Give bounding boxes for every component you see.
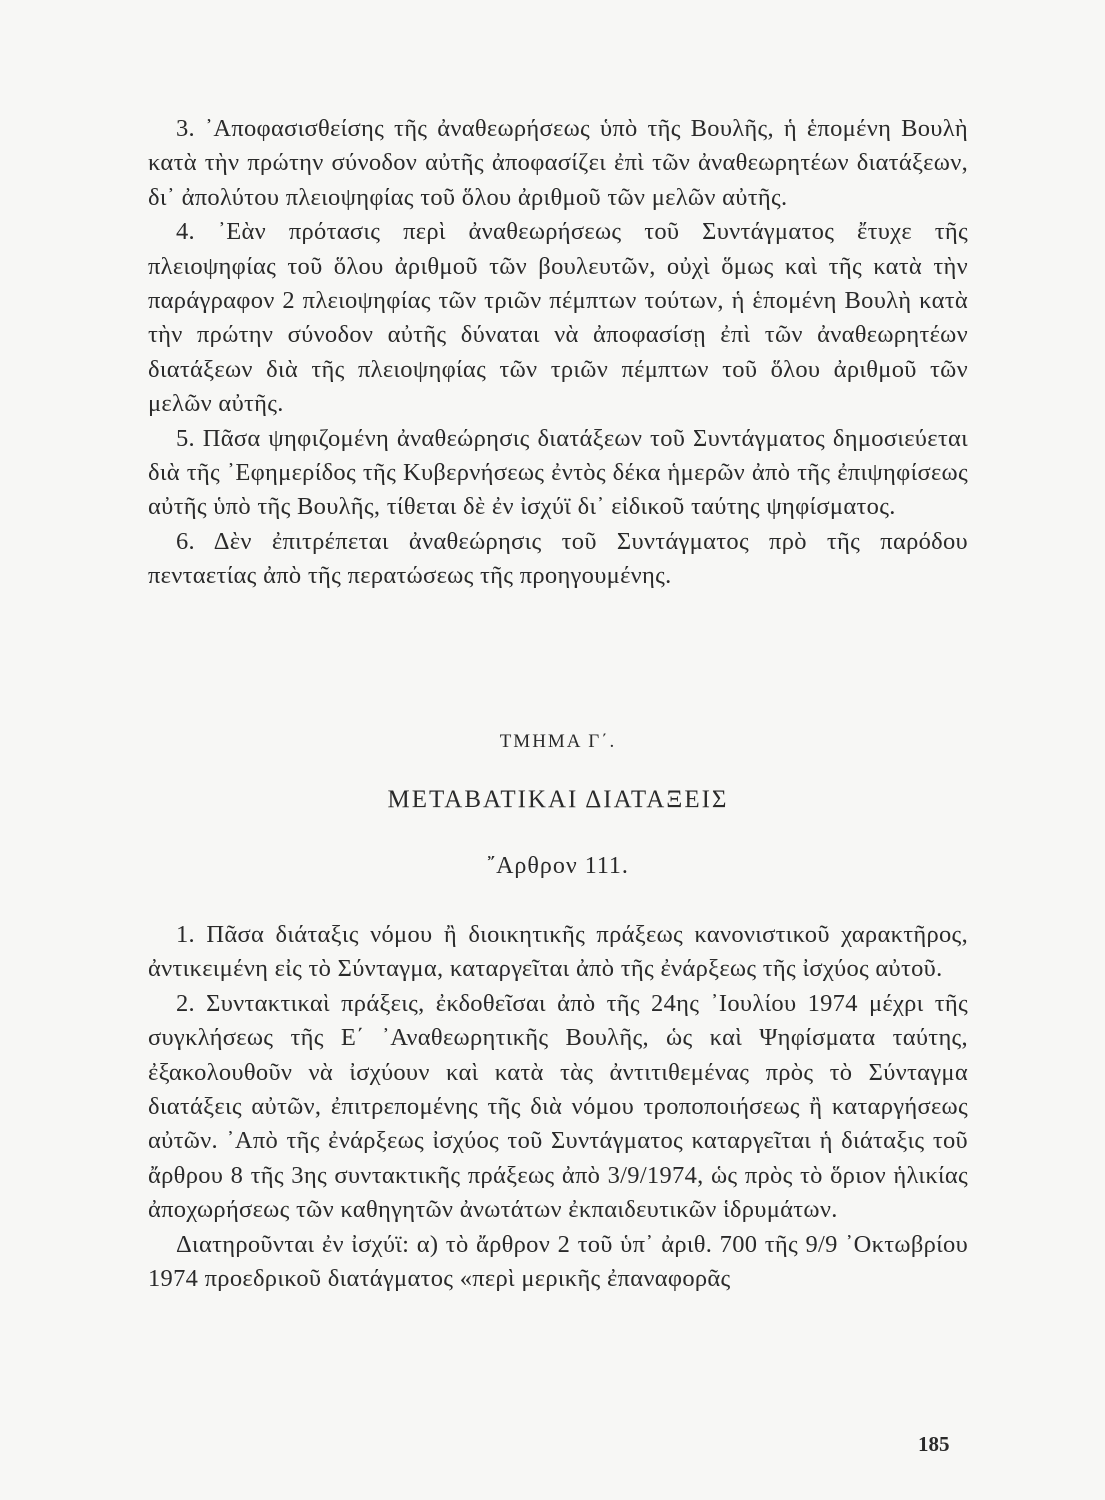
continuation-text bbox=[148, 112, 968, 594]
article-paragraph-2: 2. Συντακτικαὶ πράξεις, ἐκδοθεῖσαι ἀπὸ τῆς 24ης ᾿Ιουλίου 1974 μέχρι τῆς συγκλήσεως τῆς Ε΄ ᾿Αναθεωρητικῆς Βουλῆς, ὡς καὶ Ψηφίσματα ταύτης, ἐξακολουθοῦν νὰ ἰσχύουν καὶ κατὰ τὰς ἀντιτιθεμένας πρὸς τὸ Σύνταγμα διατάξεις αὐτῶν, ἐπιτρεπομένης τῆς διὰ νόμου τροποποιήσεως ἢ καταργήσεως αὐτῶν. ᾿Απὸ τῆς ἐνάρξεως ἰσχύος τοῦ Συντάγματος καταργεῖται ἡ διάταξις τοῦ ἄρθρου 8 τῆς 3ης συντακτικῆς πράξεως ἀπὸ 3/9/1974, ὡς πρὸς τὸ ὅριον ἡλικίας ἀποχωρήσεως τῶν καθηγητῶν ἀνωτάτων ἐκπαιδευτικῶν ἱδρυμάτων. bbox=[148, 989, 968, 1224]
paragraph-4: 4. ᾿Εὰν πρότασις περὶ ἀναθεωρήσεως τοῦ Συντάγματος ἔτυχε τῆς πλειοψηφίας τοῦ ὅλου ἀριθμοῦ τῶν βουλευτῶν, οὐχὶ ὅμως καὶ τῆς κατὰ τὴν παράγραφον 2 πλειοψηφίας τῶν τριῶν πέμπτων τούτων, ἡ ἑπομένη Βουλὴ κατὰ τὴν πρώτην σύνοδον αὐτῆς δύναται νὰ ἀποφασίσῃ ἐπὶ τῶν ἀναθεωρητέων διατάξεων διὰ τῆς πλειοψηφίας τῶν τριῶν πέμπτων τοῦ ὅλου ἀριθμοῦ τῶν μελῶν αὐτῆς. bbox=[148, 218, 968, 418]
article-body bbox=[148, 918, 968, 1296]
paragraph-6: 6. Δὲν ἐπιτρέπεται ἀναθεώρησις τοῦ Συντάγματος πρὸ τῆς παρόδου πενταετίας ἀπὸ τῆς περατώσεως τῆς προηγουμένης. bbox=[148, 527, 968, 590]
section-title: ΜΕΤΑΒΑΤΙΚΑΙ ΔΙΑΤΑΞΕΙΣ bbox=[387, 786, 729, 813]
paragraph-3: 3. ᾿Αποφασισθείσης τῆς ἀναθεωρήσεως ὑπὸ τῆς Βουλῆς, ἡ ἑπομένη Βουλὴ κατὰ τὴν πρώτην σύνοδον αὐτῆς ἀποφασίζει ἐπὶ τῶν ἀναθεωρητέων διατάξεων, δι᾿ ἀπολύτου πλειοψηφίας τοῦ ὅλου ἀριθμοῦ τῶν μελῶν αὐτῆς. bbox=[148, 115, 968, 211]
section-label: ΤΜΗΜΑ Γ΄. bbox=[499, 731, 617, 752]
page-number: 185 bbox=[918, 1432, 950, 1456]
paragraph-5: 5. Πᾶσα ψηφιζομένη ἀναθεώρησις διατάξεων τοῦ Συντάγματος δημοσιεύεται διὰ τῆς ᾿Εφημερίδος τῆς Κυβερνήσεως ἐντὸς δέκα ἡμερῶν ἀπὸ τῆς ἐπιψηφίσεως αὐτῆς ὑπὸ τῆς Βουλῆς, τίθεται δὲ ἐν ἰσχύϊ δι᾿ εἰδικοῦ ταύτης ψηφίσματος. bbox=[148, 424, 968, 521]
article-paragraph-3: Διατηροῦνται ἐν ἰσχύϊ: α) τὸ ἄρθρον 2 τοῦ ὑπ᾿ ἀριθ. 700 τῆς 9/9 ᾿Οκτωβρίου 1974 προεδρικοῦ διατάγματος «περὶ μερικῆς ἐπαναφορᾶς bbox=[148, 1230, 968, 1293]
article-title: ῎Αρθρον 111. bbox=[487, 853, 629, 879]
article-paragraph-1: 1. Πᾶσα διάταξις νόμου ἢ διοικητικῆς πράξεως κανονιστικοῦ χαρακτῆρος, ἀντικειμένη εἰς τὸ Σύνταγμα, καταργεῖται ἀπὸ τῆς ἐνάρξεως τῆς ἰσχύος αὐτοῦ. bbox=[148, 921, 968, 983]
